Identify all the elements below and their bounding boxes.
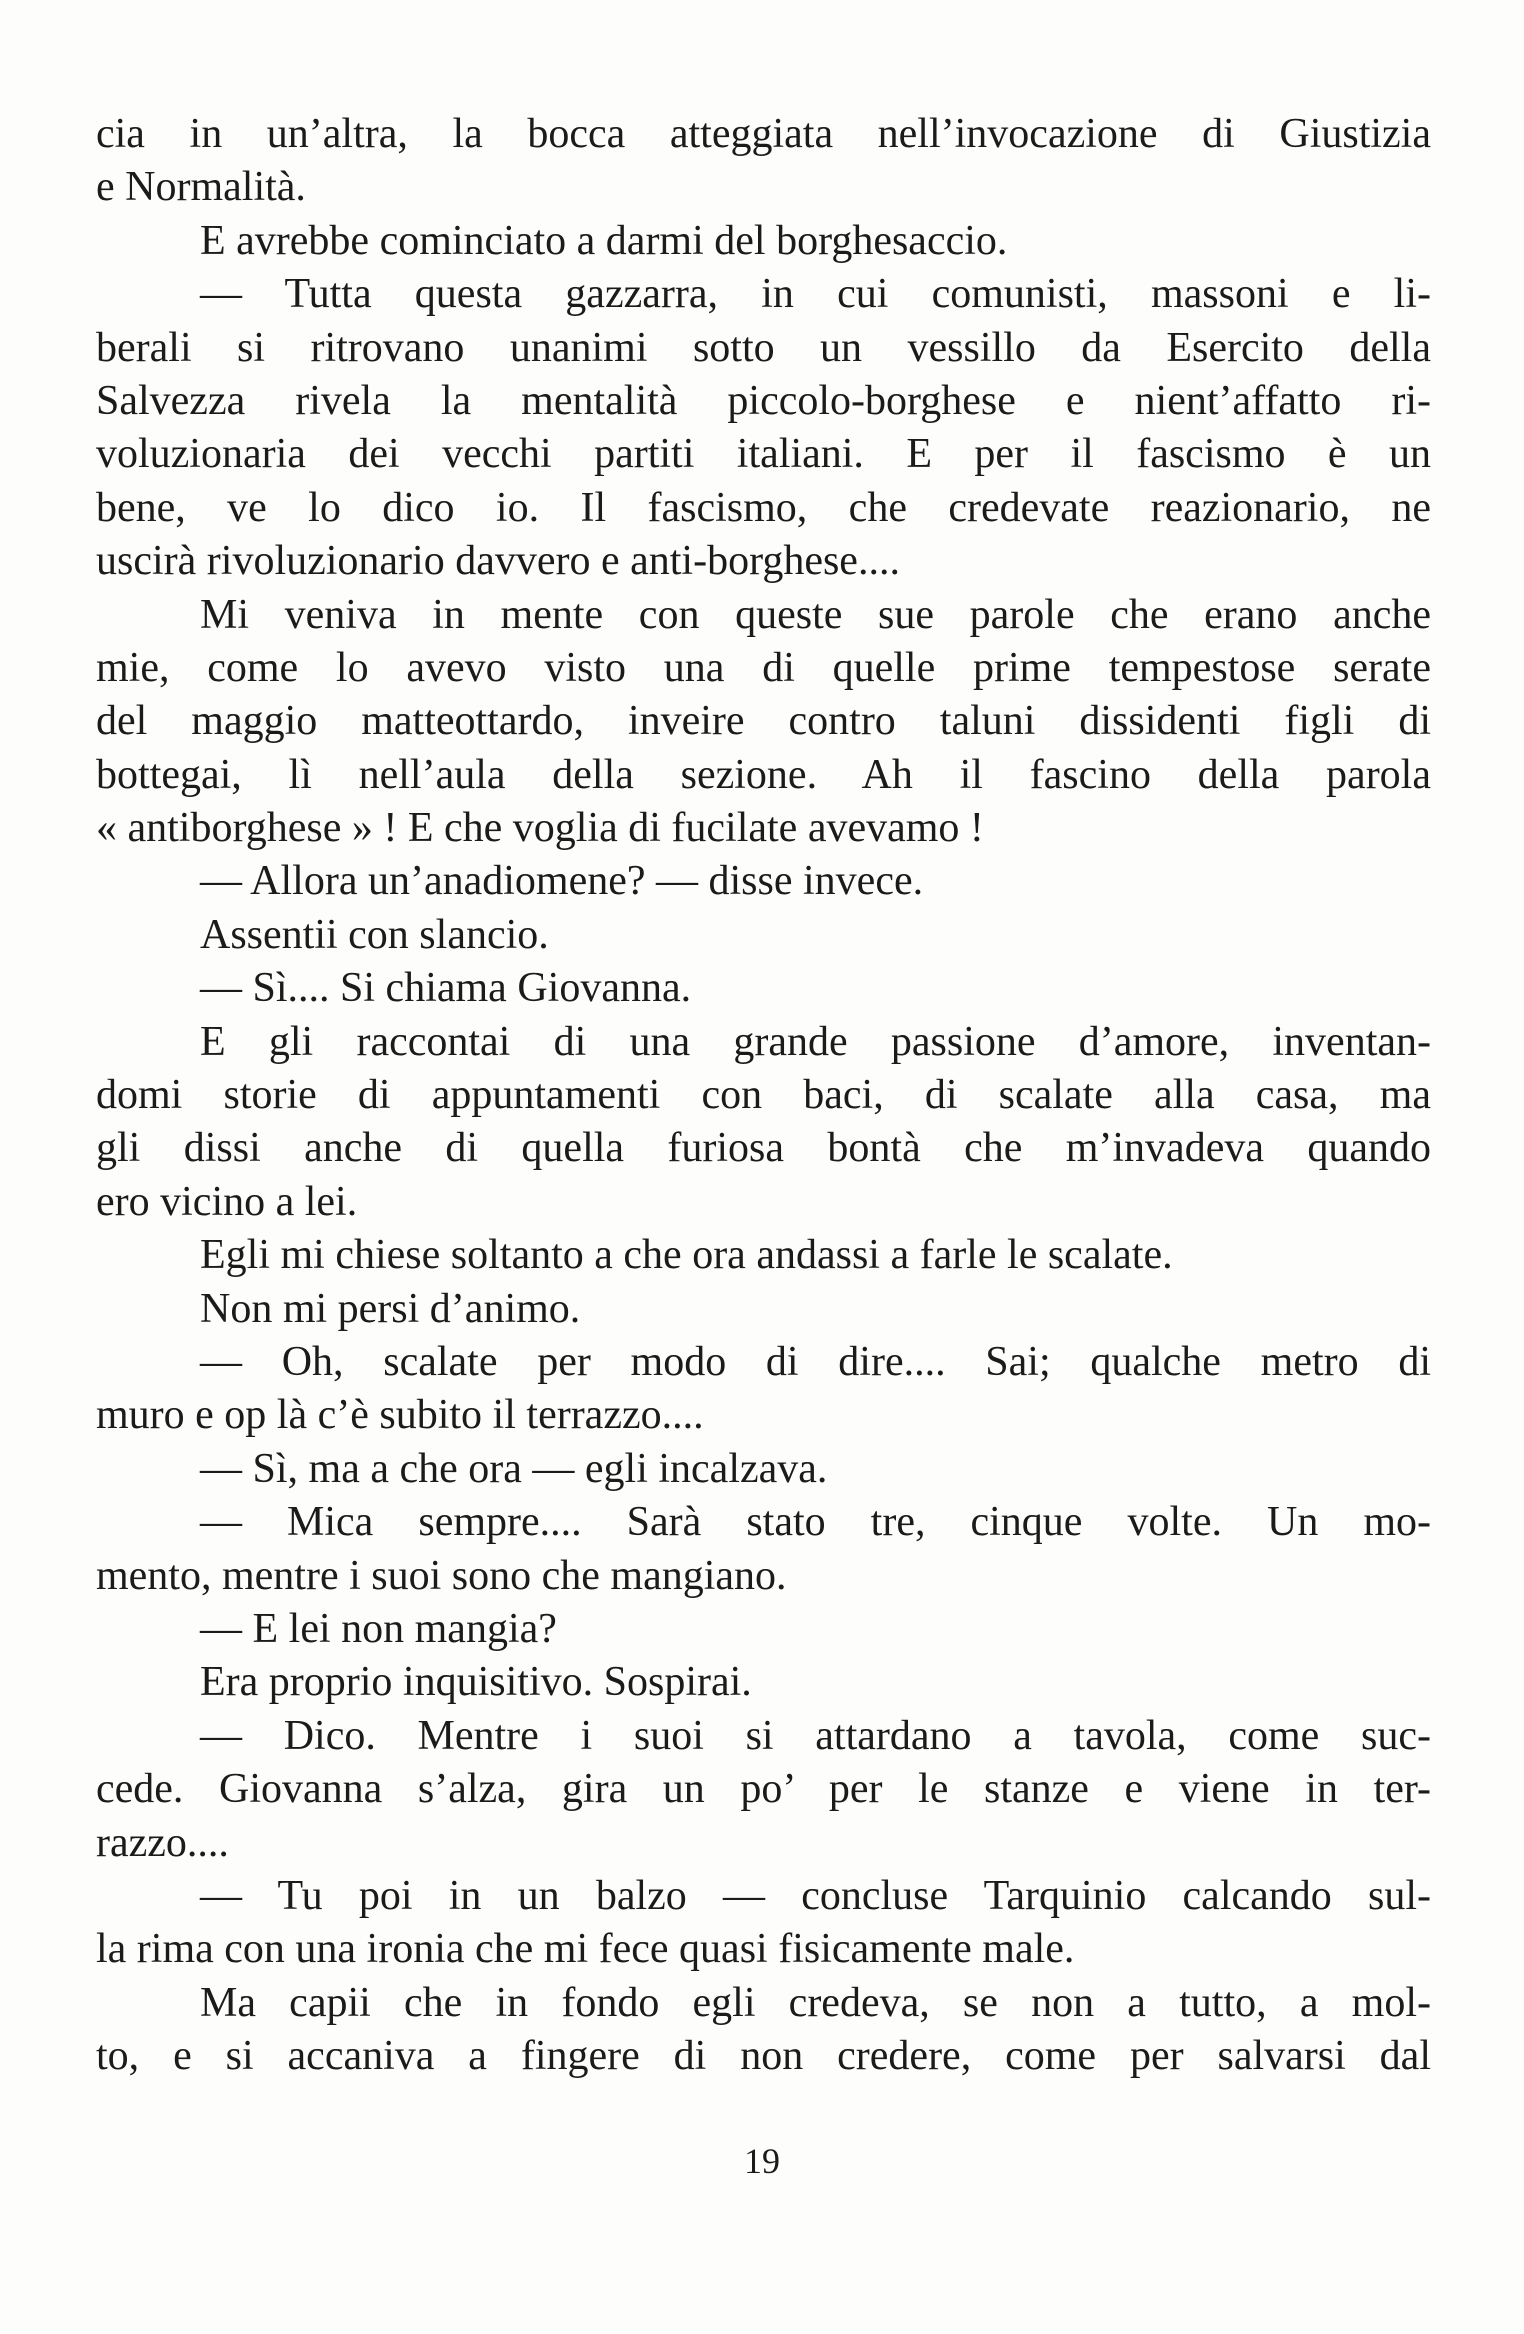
text-line: Mi veniva in mente con queste sue parole che erano anche [200, 591, 1431, 638]
text-line: uscirà rivoluzionario davvero e anti-borghese.... [96, 538, 900, 585]
text-line: razzo.... [96, 1819, 229, 1866]
text-line: cia in un’altra, la bocca atteggiata nell’invocazione di Giustizia [96, 111, 1431, 157]
text-line: — Dico. Mentre i suoi si attardano a tavola, come suc- [200, 1712, 1431, 1759]
text-line: Non mi persi d’animo. [200, 1285, 581, 1332]
text-line: — Oh, scalate per modo di dire.... Sai; qualche metro di [200, 1338, 1431, 1385]
text-line: muro e op là c’è subito il terrazzo.... [96, 1392, 704, 1439]
text-line: — Tu poi in un balzo — concluse Tarquinio calcando sul- [200, 1872, 1431, 1919]
text-line: « antiborghese » ! E che voglia di fucilate avevamo ! [96, 805, 984, 852]
text-line: Salvezza rivela la mentalità piccolo-borghese e nient’affatto ri- [96, 377, 1431, 424]
text-line: gli dissi anche di quella furiosa bontà che m’invadeva quando [96, 1125, 1431, 1172]
text-line: cede. Giovanna s’alza, gira un po’ per le stanze e viene in ter- [96, 1766, 1431, 1813]
text-line: bottegai, lì nell’aula della sezione. Ah il fascino della parola [96, 751, 1431, 798]
text-line: la rima con una ironia che mi fece quasi fisicamente male. [96, 1926, 1075, 1973]
text-line: berali si ritrovano unanimi sotto un vessillo da Esercito della [96, 324, 1431, 371]
text-line: e Normalità. [96, 164, 306, 211]
text-line: del maggio matteottardo, inveire contro taluni dissidenti figli di [96, 698, 1431, 745]
text-line: bene, ve lo dico io. Il fascismo, che credevate reazionario, ne [96, 484, 1431, 531]
text-line: Era proprio inquisitivo. Sospirai. [200, 1659, 752, 1706]
text-line: E avrebbe cominciato a darmi del borghesaccio. [200, 217, 1008, 264]
text-line: Egli mi chiese soltanto a che ora andassi a farle le scalate. [200, 1232, 1173, 1279]
text-line: mie, come lo avevo visto una di quelle prime tempestose serate [96, 644, 1431, 691]
text-line: — E lei non mangia? [200, 1605, 557, 1652]
text-line: E gli raccontai di una grande passione d’amore, inventan- [200, 1018, 1431, 1065]
text-line: domi storie di appuntamenti con baci, di scalate alla casa, ma [96, 1072, 1431, 1119]
text-line: — Sì, ma a che ora — egli incalzava. [200, 1445, 828, 1492]
text-line: ero vicino a lei. [96, 1178, 358, 1225]
page-number: 19 [744, 2141, 780, 2181]
text-line: — Allora un’anadiomene? — disse invece. [200, 858, 924, 905]
text-line: Ma capii che in fondo egli credeva, se non a tutto, a mol- [200, 1979, 1431, 2026]
text-line: voluzionaria dei vecchi partiti italiani. E per il fascismo è un [96, 431, 1431, 478]
body-text [96, 108, 1431, 2083]
text-line: mento, mentre i suoi sono che mangiano. [96, 1552, 787, 1599]
text-line: — Tutta questa gazzarra, in cui comunisti, massoni e li- [200, 271, 1431, 318]
text-line: to, e si accaniva a fingere di non credere, come per salvarsi dal [96, 2033, 1431, 2080]
text-line: — Sì.... Si chiama Giovanna. [200, 965, 692, 1012]
text-line: Assentii con slancio. [200, 911, 549, 958]
text-line: — Mica sempre.... Sarà stato tre, cinque volte. Un mo- [200, 1499, 1431, 1546]
